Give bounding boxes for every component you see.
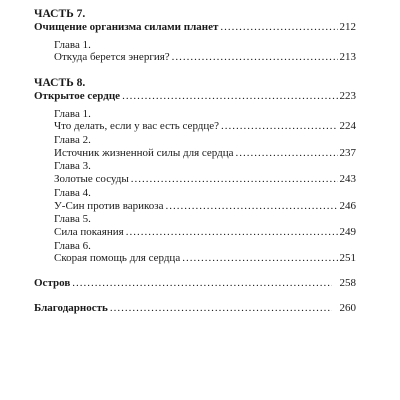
chapter-number: Глава 1. (54, 107, 91, 120)
part-8-entry (34, 90, 356, 104)
leader-dots (220, 21, 337, 35)
part-7-chapter-1 (54, 39, 356, 65)
chapter-page: 237 (339, 146, 356, 159)
chapter-page: 213 (339, 51, 356, 64)
part-8-chapter-1 (54, 108, 356, 134)
leader-dots (221, 120, 337, 134)
chapter-number: Глава 5. (54, 213, 91, 226)
part-7-entry (34, 21, 356, 35)
chapter-entry (54, 51, 356, 65)
part-8-chapter-2 (54, 134, 356, 160)
leader-dots (236, 147, 338, 161)
part-8-title: Открытое сердце (34, 89, 121, 102)
chapter-entry (54, 120, 356, 134)
chapter-page: 249 (339, 225, 356, 238)
chapter-title: Источник жизненной силы для сердца (54, 146, 234, 159)
leader-dots (110, 302, 332, 316)
chapter-title: У-Син против варикоза (54, 199, 164, 212)
part-7-label: ЧАСТЬ 7. (34, 8, 86, 20)
part-8-chapter-6 (54, 240, 356, 266)
chapter-title: Сила покаяния (54, 225, 124, 238)
leader-dots (72, 277, 331, 291)
chapter-entry (54, 252, 356, 266)
part-8-label: ЧАСТЬ 8. (34, 76, 86, 89)
island-entry (34, 277, 356, 291)
chapter-number: Глава 6. (54, 239, 91, 252)
chapter-page: 243 (339, 173, 356, 186)
leader-dots (166, 200, 338, 214)
leader-dots (172, 51, 338, 65)
leader-dots (131, 173, 338, 187)
island-title: Остров (34, 276, 71, 289)
part-8-chapter-3 (54, 160, 356, 186)
leader-dots (126, 226, 338, 240)
chapter-entry (54, 147, 356, 161)
part-8-page: 223 (339, 89, 356, 102)
chapter-title: Что делать, если у вас есть сердце? (54, 120, 220, 133)
part-8-chapter-4 (54, 187, 356, 213)
chapter-number: Глава 1. (54, 38, 91, 51)
leader-dots (182, 252, 337, 266)
thanks-page: 260 (339, 301, 356, 314)
part-7-page: 212 (339, 21, 356, 33)
chapter-title: Скорая помощь для сердца (54, 252, 181, 265)
chapter-entry (54, 173, 356, 187)
thanks-entry (34, 302, 356, 316)
table-of-contents (34, 8, 356, 315)
chapter-number: Глава 2. (54, 133, 91, 146)
chapter-entry (54, 226, 356, 240)
chapter-page: 224 (339, 120, 356, 133)
leader-dots (122, 90, 337, 104)
thanks-title: Благодарность (34, 301, 108, 314)
island-page: 258 (339, 276, 356, 289)
chapter-number: Глава 4. (54, 186, 91, 199)
part-8-chapter-5 (54, 213, 356, 239)
chapter-title: Золотые сосуды (54, 173, 129, 186)
chapter-entry (54, 200, 356, 214)
chapter-page: 246 (339, 199, 356, 212)
chapter-page: 251 (339, 252, 356, 265)
part-7-title: Очищение организма силами планет (34, 21, 219, 33)
chapter-number: Глава 3. (54, 160, 91, 173)
chapter-title: Откуда берется энергия? (54, 51, 170, 64)
